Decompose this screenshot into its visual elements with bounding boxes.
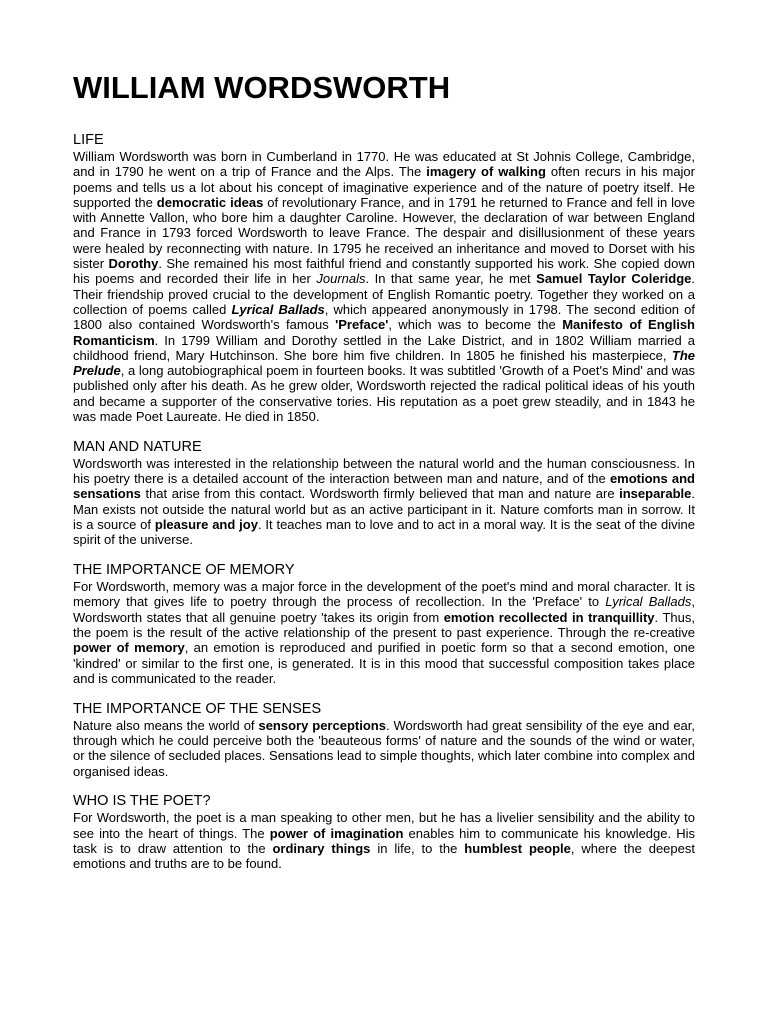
document-title: WILLIAM WORDSWORTH	[73, 70, 451, 105]
text-run: . Man exists not outside the natural world but as an active participant in it. Nature comforts man in sorrow. It is a source of	[73, 486, 695, 533]
text-run: Wordsworth was interested in the relationship between the natural world and the human consciousness. In his poetry there is a detailed account of the interaction between man and nature, and of the	[73, 455, 695, 487]
bold-phrase: democratic ideas	[156, 194, 264, 210]
text-run: , where the deepest emotions and truths are to be found.	[73, 840, 695, 872]
italic-phrase: Journals	[316, 271, 366, 287]
bold-phrase: power of imagination	[269, 825, 404, 841]
bold-phrase: emotion recollected in tranquillity	[443, 609, 655, 625]
document-page	[73, 66, 695, 886]
section-who-is-the-poet	[73, 793, 695, 871]
section-paragraph	[73, 810, 695, 871]
text-run: . In that same year, he met	[365, 271, 537, 287]
text-run: , an emotion is reproduced and purified in poetic form so that a second emotion, one 'kindred' or similar to the first one, is generated. It is in this mood that successful composition takes place and is communicated to the reader.	[73, 640, 696, 686]
bold-italic-title: The Prelude	[73, 347, 695, 379]
section-heading: MAN AND NATURE	[73, 438, 202, 455]
text-run: . Thus, the poem is the result of the active relationship of the present to past experience. Through the re-creative	[73, 609, 695, 641]
text-run: . She remained his most faithful friend and constantly supported his work. She copied down his poems and recorded their life in her	[73, 256, 695, 287]
section-heading: LIFE	[73, 132, 104, 148]
section-paragraph	[73, 456, 695, 548]
bold-phrase: power of memory	[73, 640, 185, 656]
bold-phrase: ordinary things	[272, 840, 371, 856]
text-run: For Wordsworth, memory was a major force in the development of the poet's mind and moral character. It is memory that gives life to poetry through the process of recollection. In the 'Preface' to	[73, 579, 695, 610]
text-run: Nature also means the world of	[73, 717, 259, 733]
bold-phrase: inseparable	[619, 486, 692, 502]
italic-phrase: Lyrical Ballads	[605, 594, 692, 610]
bold-phrase: emotions and sensations	[73, 471, 695, 502]
section-the-importance-of-memory	[73, 562, 695, 686]
section-heading: WHO IS THE POET?	[73, 793, 211, 810]
bold-phrase: humblest people	[464, 840, 571, 856]
bold-phrase: 'Preface'	[335, 317, 389, 333]
text-run: enables him to communicate his knowledge. His task is to draw attention to the	[73, 825, 695, 856]
text-run: of revolutionary France, and in 1791 he returned to France and fell in love with Annette Vallon, who bore him a daughter Caroline. However, the declaration of war between England and France in 1793 forced Wordsworth to leave France. The despair and disillusionment of these years were healed by reconnecting with nature. In 1795 he received an inheritance and moved to Dorset with his sister	[73, 194, 695, 272]
bold-italic-title: Lyrical Ballads	[231, 301, 325, 317]
text-run: in life, to the	[370, 840, 465, 856]
bold-phrase: Manifesto of English Romanticism	[73, 317, 695, 348]
bold-phrase: pleasure and joy	[154, 517, 258, 533]
text-run: , Wordsworth states that all genuine poetry 'takes its origin from	[73, 594, 695, 625]
section-paragraph	[73, 718, 695, 779]
text-run: , a long autobiographical poem in fourteen books. It was subtitled 'Growth of a Poet's Mind' and was published only after his death. As he grew older, Wordsworth rejected the radical political ideas of his youth and became a supporter of the conservative tories. His reputation as a poet grew steadily, and in 1843 he was made Poet Laureate. He died in 1850.	[73, 363, 695, 425]
bold-phrase: Dorothy	[108, 256, 159, 272]
text-run: . In 1799 William and Dorothy settled in the Lake District, and in 1802 William married a childhood friend, Mary Hutchinson. She bore him five children. In 1805 he finished his masterpiece,	[73, 332, 695, 363]
text-run: , which was to become the	[388, 317, 563, 333]
text-run: , which appeared anonymously in 1798. The second edition of 1800 also contained Wordsworth's famous	[73, 301, 695, 333]
bold-phrase: Samuel Taylor Coleridge	[536, 271, 692, 287]
text-run: . It teaches man to love and to act in a moral way. It is the seat of the divine spirit of the universe.	[73, 517, 695, 548]
sections-container	[73, 132, 695, 872]
text-run: often recurs in his major poems and tells us a lot about his concept of imaginative experience and of the nature of poetry itself. He supported the	[73, 164, 695, 210]
text-run: . Their friendship proved crucial to the development of English Romantic poetry. Together they worked on a collection of poems called	[73, 271, 695, 317]
section-man-and-nature	[73, 439, 695, 548]
text-run: that arise from this contact. Wordsworth firmly believed that man and nature are	[140, 486, 620, 502]
text-run: For Wordsworth, the poet is a man speaking to other men, but he has a livelier sensibility and the ability to see into the heart of things. The	[73, 810, 695, 841]
section-paragraph	[73, 579, 695, 686]
bold-phrase: imagery of walking	[426, 164, 546, 180]
section-life	[73, 132, 695, 424]
bold-phrase: sensory perceptions	[258, 717, 386, 733]
section-the-importance-of-the-senses	[73, 701, 695, 779]
text-run: William Wordsworth was born in Cumberland in 1770. He was educated at St Johnis College, Cambridge, and in 1790 he went on a trip of France and the Alps. The	[73, 149, 695, 180]
section-heading: THE IMPORTANCE OF THE SENSES	[73, 700, 322, 717]
section-paragraph	[73, 149, 695, 424]
text-run: . Wordsworth had great sensibility of the eye and ear, through which he could perceive both the 'beauteous forms' of nature and the sounds of the wind or water, or the silence of secluded places. Sensations lead to simple thoughts, which later combine into complex and organised ideas.	[73, 717, 695, 779]
section-heading: THE IMPORTANCE OF MEMORY	[73, 562, 295, 579]
